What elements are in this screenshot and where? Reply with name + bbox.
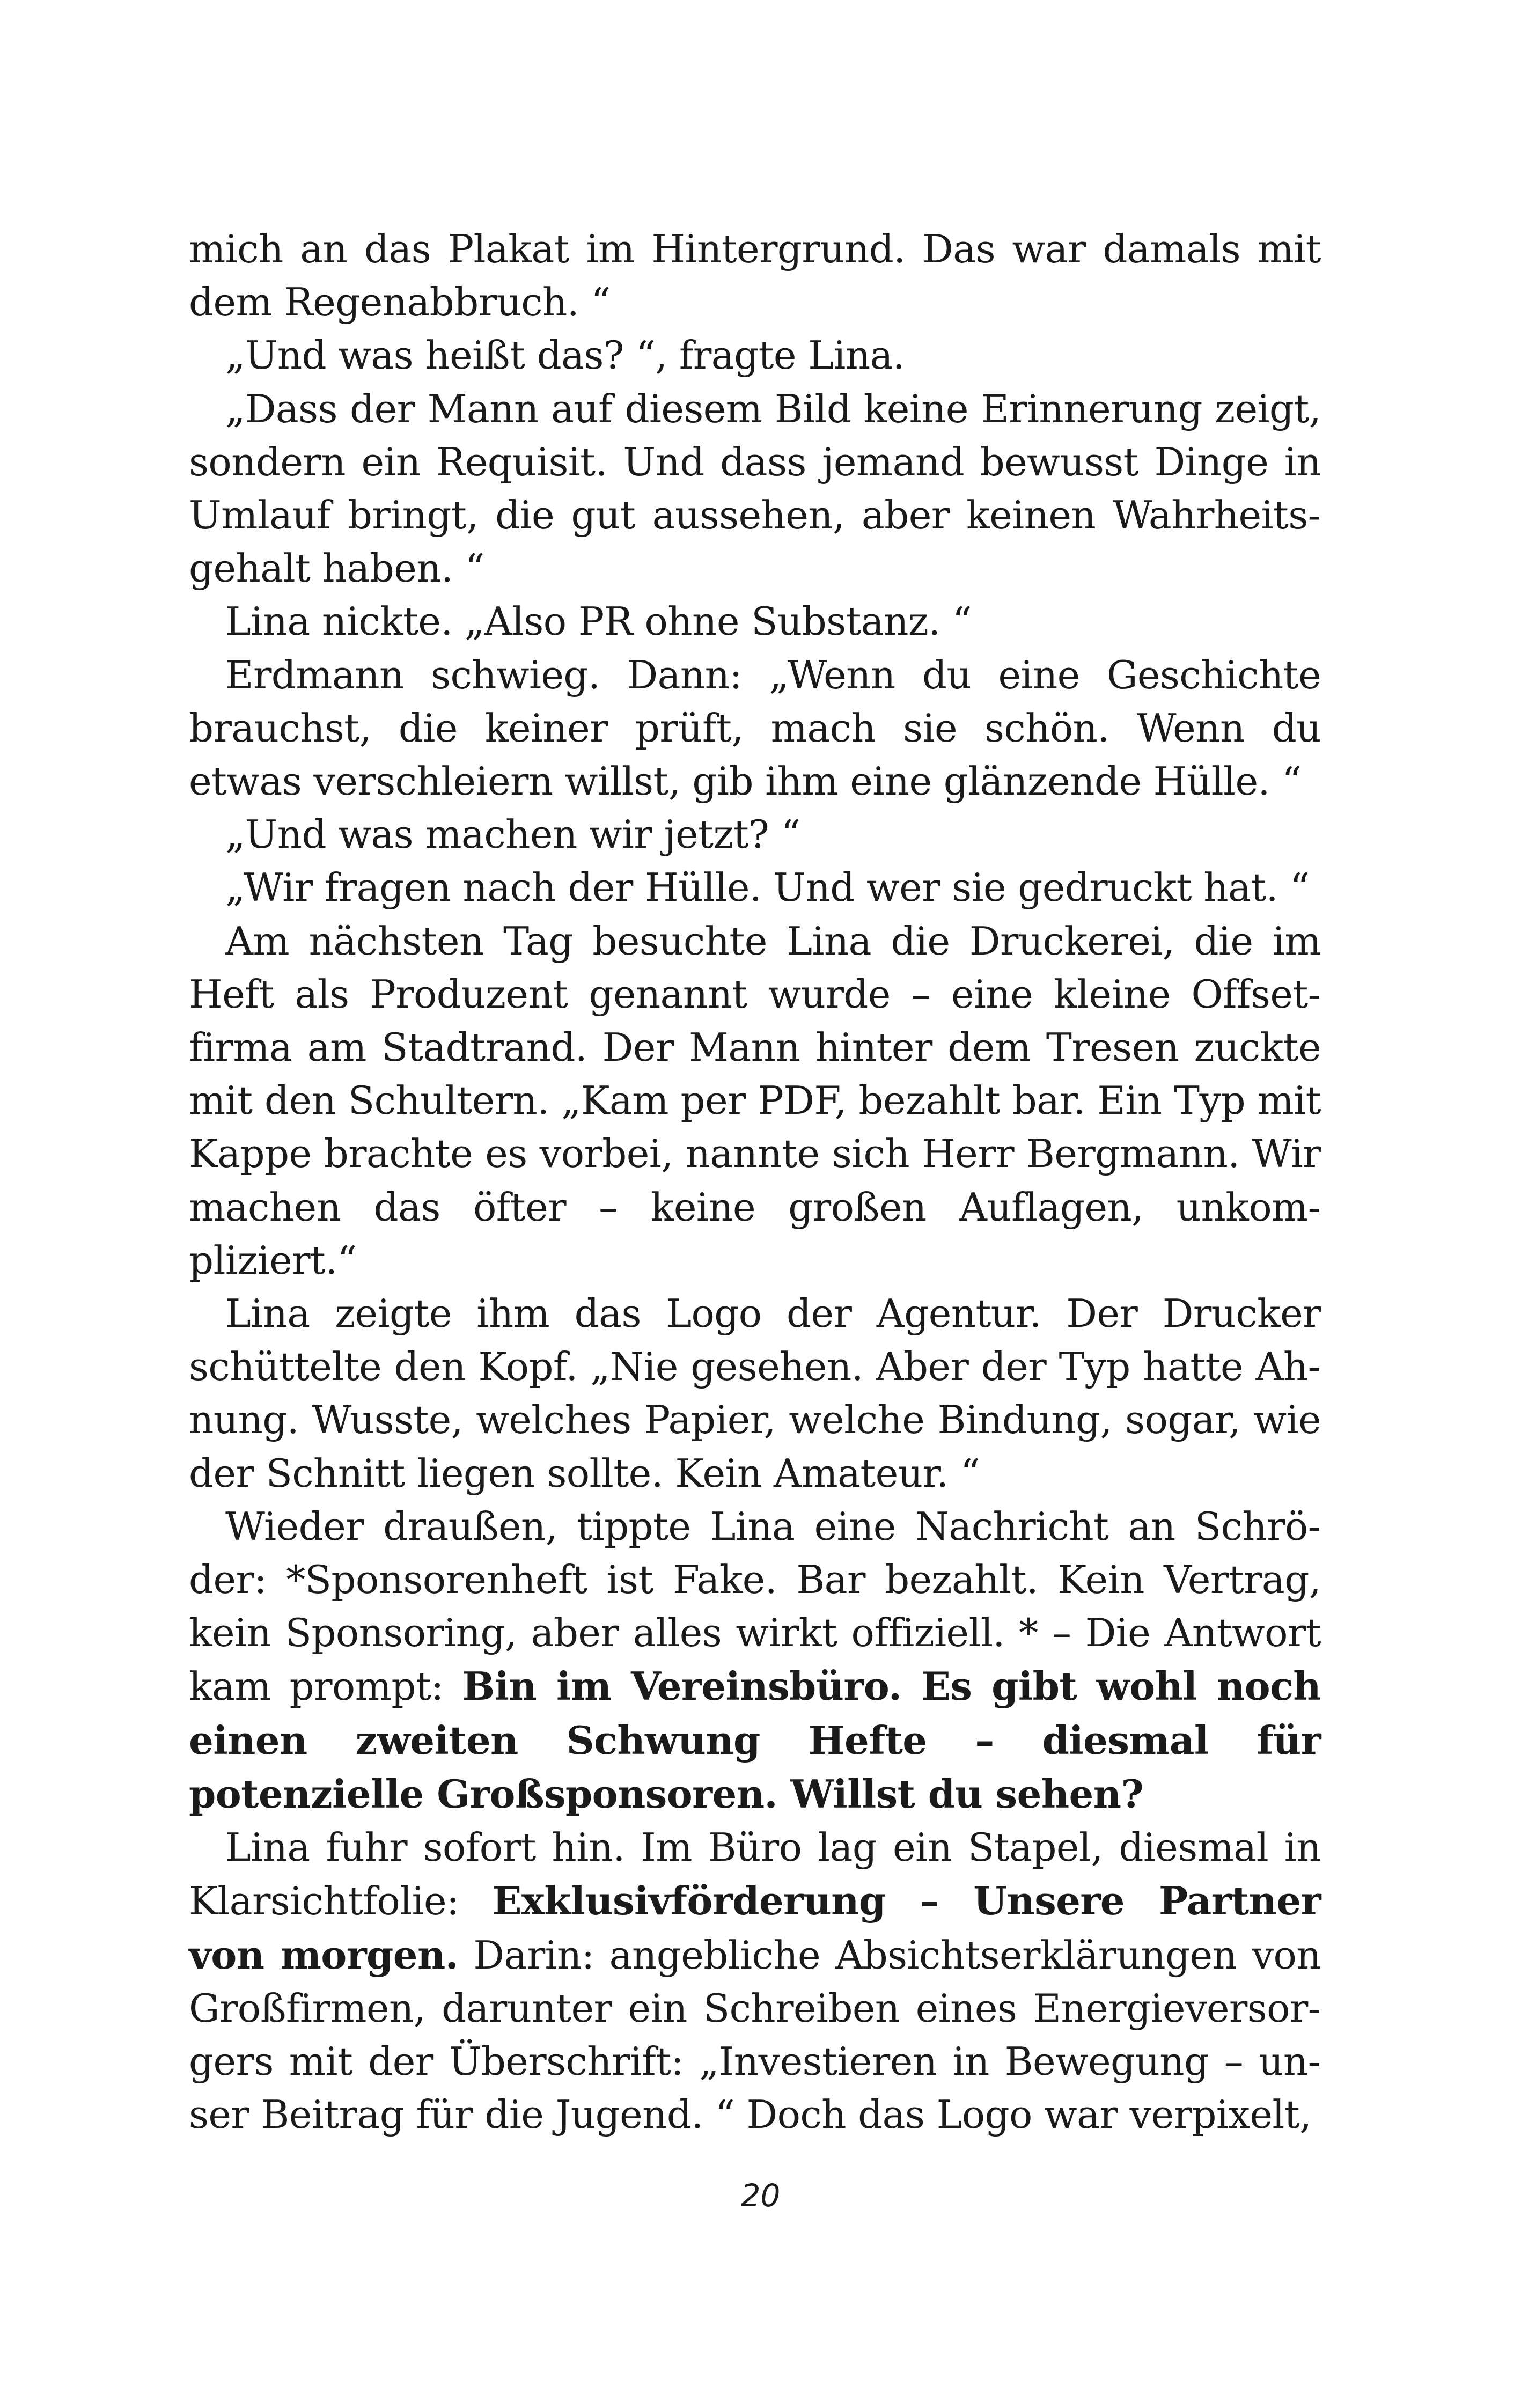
text-run: Lina fuhr sofort hin. Im Büro lag ein Stapel, diesmal in Klarsichtfolie: (189, 1825, 1321, 1924)
body-text (189, 223, 1321, 2141)
text-run: „Und was machen wir jetzt? “ (225, 812, 800, 857)
paragraph (189, 649, 1321, 809)
paragraph (189, 383, 1321, 596)
text-run: Am nächsten Tag besuchte Lina die Druckerei, die im Heft als Produzent genannt wurde – eine kleine Offsetfirma am Stadtrand. Der Mann hinter dem Tresen zuckte mit den Schultern. „Kam per PDF, bezahlt bar. Ein Typ mit Kappe brachte es vorbei, nannte sich Herr Bergmann. Wir machen das öfter – keine großen Auflagen, unkompliziert.“ (189, 918, 1321, 1283)
text-run: Lina nickte. „Also PR ohne Substanz. “ (225, 599, 972, 644)
paragraph (189, 595, 1321, 648)
paragraph (189, 1287, 1321, 1500)
paragraph (189, 808, 1321, 861)
paragraph (189, 1500, 1321, 1821)
paragraph (189, 915, 1321, 1287)
bold-text-run: Exklusivförderung – Unsere Partner von morgen. (189, 1878, 1321, 1978)
text-run: Wieder draußen, tippte Lina eine Nachricht an Schröder: *Sponsorenheft ist Fake. Bar bezahlt. Kein Vertrag, kein Sponsoring, aber alles wirkt offiziell. * – Die Antwort kam prompt: (189, 1503, 1321, 1709)
paragraph (189, 223, 1321, 329)
text-run: „Und was heißt das? “, fragte Lina. (225, 333, 905, 378)
bold-text-run: Bin im Vereinsbüro. Es gibt wohl noch einen zweiten Schwung Hefte – diesmal für potenzielle Großsponsoren. Willst du sehen? (189, 1663, 1321, 1817)
text-run: Darin: angebliche Absichtserklärungen von Großfirmen, darunter ein Schreiben eines Energieversorgers mit der Überschrift: „Investieren in Bewegung – unser Beitrag für die Jugend. “ Doch das Logo war verpixelt, (189, 1932, 1321, 2138)
paragraph (189, 329, 1321, 382)
text-run: Erdmann schwieg. Dann: „Wenn du eine Geschichte brauchst, die keiner prüft, mach sie schön. Wenn du etwas verschleiern willst, gib ihm eine glänzende Hülle. “ (189, 652, 1321, 804)
paragraph (189, 861, 1321, 914)
text-run: mich an das Plakat im Hintergrund. Das war damals mit dem Regenabbruch. “ (189, 226, 1321, 325)
text-run: „Dass der Mann auf diesem Bild keine Erinnerung zeigt, sondern ein Requisit. Und dass jemand bewusst Dinge in Umlauf bringt, die gut aussehen, aber keinen Wahrheitsgehalt haben. “ (189, 386, 1321, 591)
text-run: „Wir fragen nach der Hülle. Und wer sie gedruckt hat. “ (225, 865, 1310, 911)
paragraph (189, 1821, 1321, 2141)
text-run: Lina zeigte ihm das Logo der Agentur. Der Drucker schüttelte den Kopf. „Nie gesehen. Aber der Typ hatte Ahnung. Wusste, welches Papier, welche Bindung, sogar, wie der Schnitt liegen sollte. Kein Amateur. “ (189, 1291, 1321, 1496)
page-number: 20 (740, 2177, 781, 2214)
